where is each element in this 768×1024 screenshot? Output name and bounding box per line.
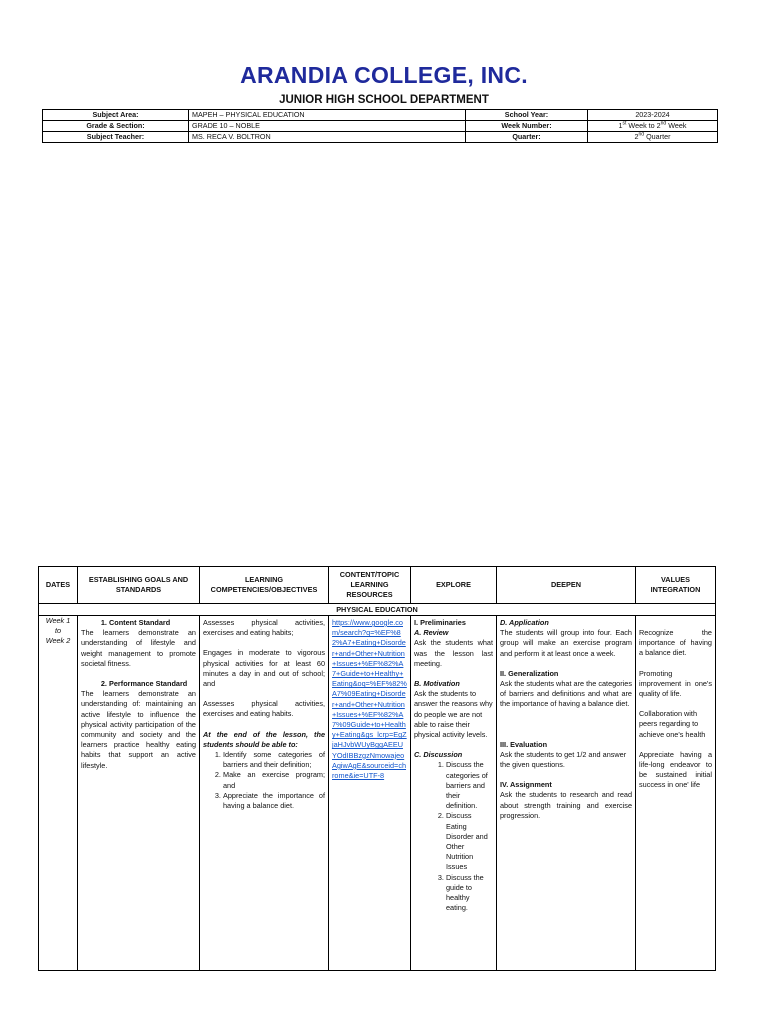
- department-title: JUNIOR HIGH SCHOOL DEPARTMENT: [279, 94, 489, 106]
- subheader-physical-education: PHYSICAL EDUCATION: [39, 604, 716, 616]
- explore-cell: [411, 616, 497, 971]
- evaluation-heading: III. Evaluation: [500, 739, 548, 749]
- quarter-label: Quarter:: [466, 132, 588, 143]
- info-row-grade: [43, 121, 718, 132]
- value-item: Recognize the importance of having a balance diet.: [639, 628, 712, 658]
- teacher-label: Subject Teacher:: [43, 132, 189, 143]
- week-sup: st: [622, 120, 627, 127]
- performance-standard-title: 2. Performance Standard: [109, 679, 196, 689]
- lesson-plan-table: [38, 566, 716, 971]
- info-row-subject: [43, 110, 718, 121]
- week-number-value: [588, 121, 718, 132]
- objectives-intro: At the end of the lesson, the students should be able to:: [203, 729, 325, 749]
- discussion-item: 3. Discuss the guide to healthy eating.: [446, 873, 493, 914]
- values-cell: [636, 616, 716, 971]
- week-number-part: 1: [618, 121, 623, 130]
- goals-list: [81, 679, 196, 689]
- header-goals: ESTABLISHING GOALS AND STANDARDS: [78, 567, 200, 604]
- content-standard-text: The learners demonstrate an understanding of lifestyle and weight management to promote societal fitness.: [81, 628, 196, 668]
- competencies-cell: [200, 616, 329, 971]
- quarter-value: [588, 132, 718, 143]
- objective-item: 2. Make an exercise program; and: [223, 770, 325, 790]
- review-text: Ask the students what was the lesson last meeting.: [414, 638, 493, 668]
- week-number-part: Week: [666, 121, 687, 130]
- performance-standard-text: The learners demonstrate an understanding of: maintaining an active lifestyle to influence the physical activity participation of the community and society and the learners practice healthy eating habits that support an active lifestyle.: [81, 689, 196, 770]
- competency-text: Assesses physical activities, exercises and eating habits;: [203, 618, 325, 638]
- assignment-text: Ask the students to research and read about strength training and exercise progression.: [500, 790, 632, 820]
- school-year-value: 2023-2024: [588, 110, 718, 121]
- header-deepen: DEEPEN: [497, 567, 636, 604]
- assignment-heading: IV. Assignment: [500, 780, 552, 790]
- dates-cell: [39, 616, 78, 971]
- application-heading: D. Application: [500, 618, 549, 627]
- review-heading: A. Review: [414, 628, 449, 638]
- resources-cell: [329, 616, 411, 971]
- quarter-part: Quarter: [644, 132, 671, 141]
- week-number-label: Week Number:: [466, 121, 588, 132]
- school-year-label: School Year:: [466, 110, 588, 121]
- subject-area-value: MAPEH – PHYSICAL EDUCATION: [189, 110, 466, 121]
- deepen-cell: [497, 616, 636, 971]
- competency-text: Assesses physical activities, exercises and eating habits.: [203, 699, 325, 719]
- dates-line: Week 1: [45, 616, 71, 625]
- header-values: VALUES INTEGRATION: [636, 567, 716, 604]
- value-item: Appreciate having a life-long endeavor to be sustained initial success in one' life: [639, 749, 712, 790]
- discussion-item: 1. Discuss the categories of barriers and their definition.: [446, 760, 493, 811]
- quarter-sup: nd: [638, 131, 645, 138]
- generalization-heading: II. Generalization: [500, 668, 559, 678]
- resource-link[interactable]: https://www.google.com/search?q=%EF%82%A7+Eating+Disorder+and+Other+Nutrition+Issues+%EF%82%A7+Guide+to+Healthy+Eating&oq=%EF%82%A7%09Eating+Disorder+and+Other+Nutrition+Issues+%EF%82%A7%09Guide+to+Healthy+Eating&gs_lcrp=EgZjaHJvbWUyBggAEEUYOdIBBzgzNmowajeoAgiwAgE&sourceid=chrome&ie=UTF-8: [332, 618, 407, 781]
- goals-cell: [78, 616, 200, 971]
- application-text: The students will group into four. Each group will make an exercise program and perform it at least once a week.: [500, 628, 632, 658]
- motivation-heading: B. Motivation: [414, 679, 460, 689]
- header-resources: CONTENT/TOPIC LEARNING RESOURCES: [329, 567, 411, 604]
- evaluation-text: Ask the students to get 1/2 and answer the given questions.: [500, 749, 627, 770]
- header-dates: DATES: [39, 567, 78, 604]
- header-competencies: LEARNING COMPETENCIES/OBJECTIVES: [200, 567, 329, 604]
- quarter-part: 2: [634, 132, 639, 141]
- motivation-text: Ask the students to answer the reasons why do people we are not able to raise their physical activity levels.: [414, 689, 493, 740]
- preliminaries-heading: I. Preliminaries: [414, 618, 466, 627]
- discussion-item: 2. Discuss Eating Disorder and Other Nutrition Issues: [446, 811, 493, 872]
- week-sup: nd: [660, 120, 667, 127]
- header-explore: EXPLORE: [411, 567, 497, 604]
- value-item: Promoting improvement in one's quality of life.: [639, 668, 712, 699]
- generalization-text: Ask the students what are the categories of barriers and definitions and what are the importance of having a balance diet.: [500, 679, 632, 709]
- subheader-row: [39, 604, 716, 616]
- teacher-value: MS. RECA V. BOLTRON: [189, 132, 466, 143]
- week-number-part: Week to 2: [626, 121, 661, 130]
- grade-section-label: Grade & Section:: [43, 121, 189, 132]
- content-standard-title: 1. Content Standard: [109, 618, 196, 628]
- dates-line: to: [54, 626, 62, 636]
- objectives-list: [203, 750, 325, 811]
- header-row: [39, 567, 716, 604]
- discussion-heading: C. Discussion: [414, 750, 463, 760]
- content-row: [39, 616, 716, 971]
- goals-list: [81, 618, 196, 628]
- grade-section-value: GRADE 10 – NOBLE: [189, 121, 466, 132]
- info-row-teacher: [43, 132, 718, 143]
- objective-item: 1. Identify some categories of barriers and their definition;: [223, 750, 325, 770]
- objective-item: 3. Appreciate the importance of having a balance diet.: [223, 791, 325, 811]
- value-item: Collaboration with peers regarding to achieve one's health: [639, 709, 706, 739]
- discussion-list: [414, 760, 493, 913]
- subject-area-label: Subject Area:: [43, 110, 189, 121]
- info-table: [42, 109, 718, 143]
- dates-line: Week 2: [45, 636, 71, 646]
- college-name: ARANDIA COLLEGE, INC.: [240, 62, 528, 88]
- competency-text: Engages in moderate to vigorous physical activities for at least 60 minutes a day in and out of school; and: [203, 648, 325, 689]
